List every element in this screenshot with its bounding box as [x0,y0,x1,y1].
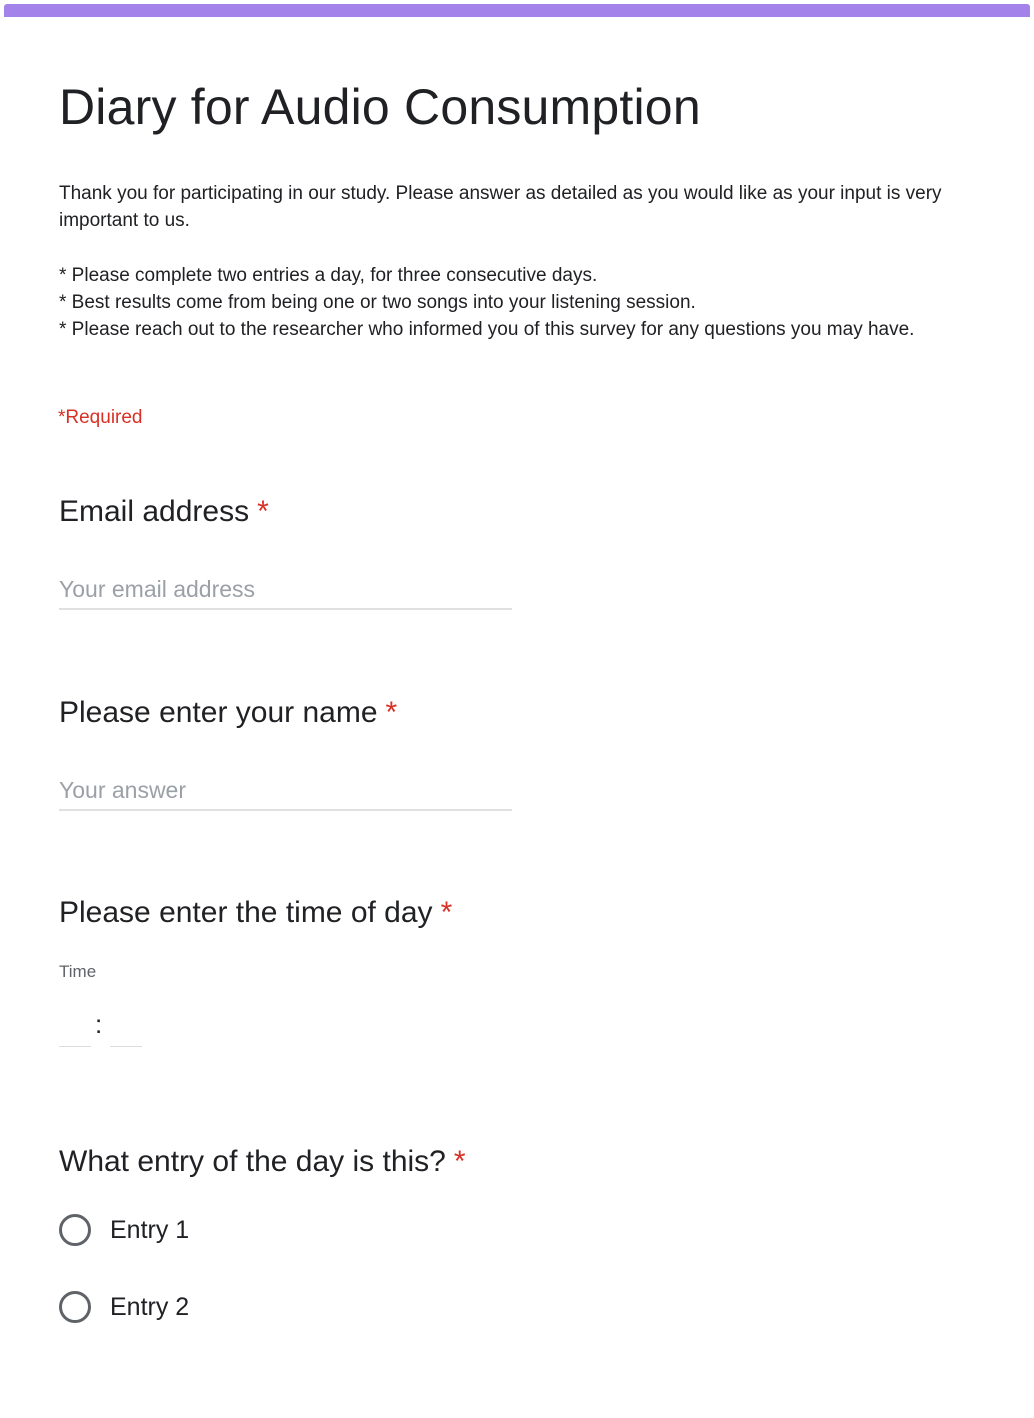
question-text: Email address [59,495,250,528]
required-asterisk: * [257,495,269,528]
radio-label: Entry 2 [110,1293,190,1321]
minute-input[interactable] [110,1010,142,1047]
radio-option-entry-2[interactable] [59,1289,189,1325]
form-description [59,180,974,343]
question-text: Please enter your name [59,696,378,729]
hour-input[interactable] [59,1010,91,1047]
description-bullet: * Please reach out to the researcher who informed you of this survey for any questions you may have. [59,319,915,341]
description-intro: Thank you for participating in our study. Please answer as detailed as you would like as your input is very important to us. [59,183,942,232]
name-input[interactable] [59,771,512,811]
time-question-title [59,894,452,932]
time-caption: Time [59,962,97,981]
required-note: *Required [58,407,143,428]
time-separator: : [95,1009,103,1039]
description-bullet: * Please complete two entries a day, for three consecutive days. [59,264,598,286]
radio-button-icon[interactable] [59,1214,91,1246]
form-title: Diary for Audio Consumption [59,79,701,135]
required-asterisk: * [440,896,453,929]
name-question-title [59,694,397,732]
description-bullet: * Best results come from being one or two songs into your listening session. [59,291,696,313]
radio-option-entry-1[interactable] [59,1212,189,1248]
required-asterisk: * [385,696,398,729]
entry-question-title [59,1143,466,1181]
required-asterisk: * [453,1145,466,1178]
question-text: Please enter the time of day [59,896,433,929]
radio-label: Entry 1 [110,1216,190,1244]
email-question-title [59,493,269,531]
radio-button-icon[interactable] [59,1291,91,1323]
form-accent-bar [4,4,1030,17]
email-input[interactable] [59,570,512,610]
question-text: What entry of the day is this? [59,1145,446,1178]
